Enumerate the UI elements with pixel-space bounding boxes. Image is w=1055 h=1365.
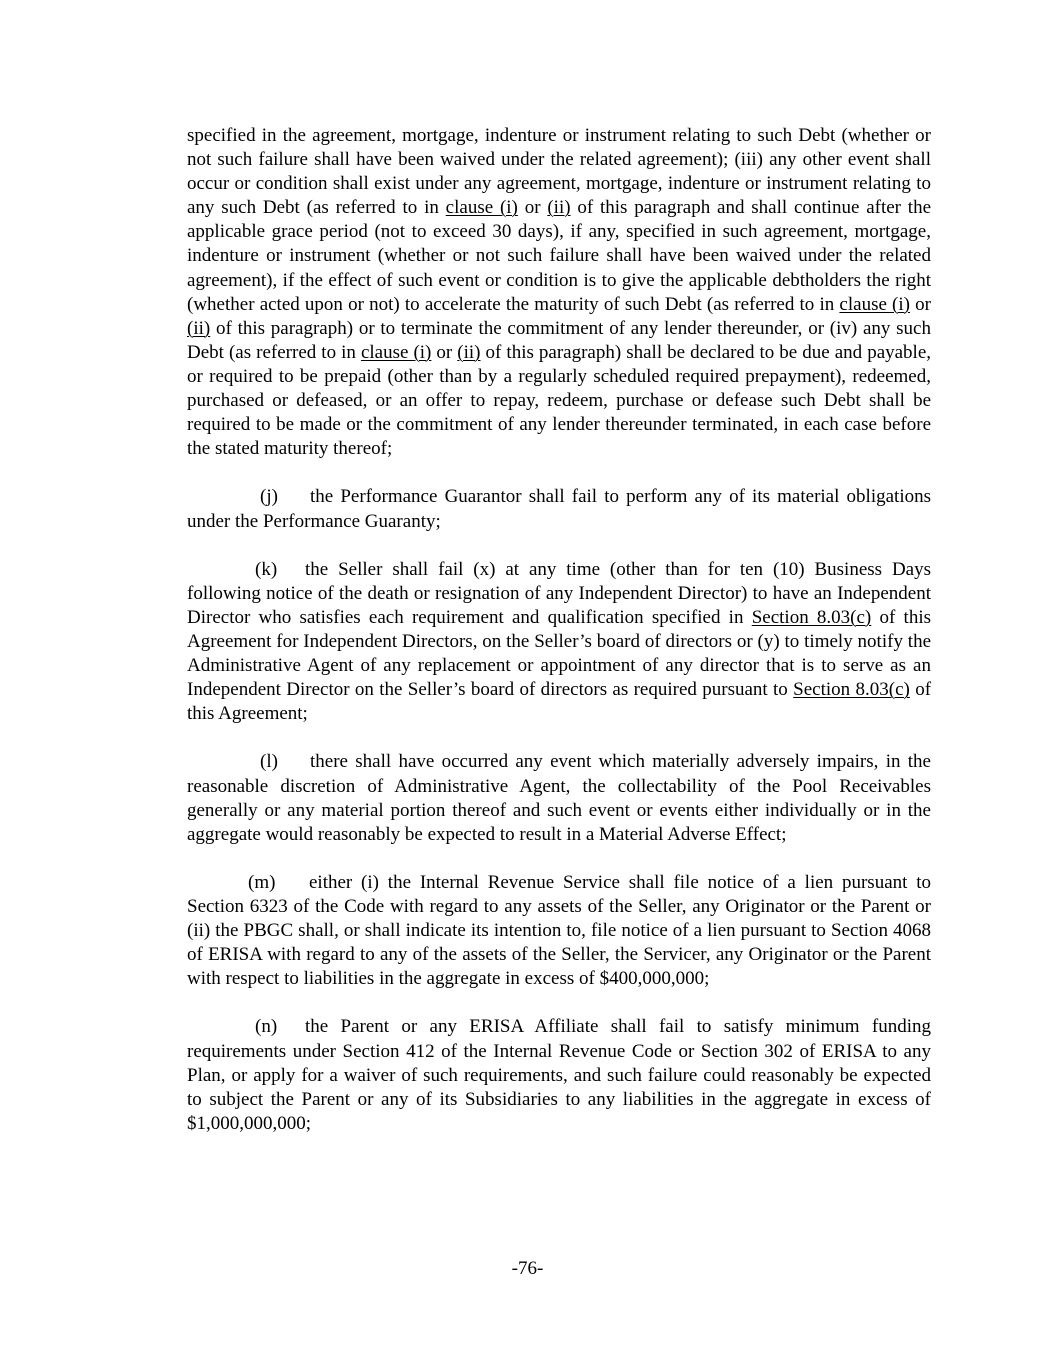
paragraph-text: either (i) the Internal Revenue Service shall file notice of a lien pursuant to Section 6323 of the Code with regard to any assets of the Seller, any Originator or the Parent or (ii) the PBGC shall, or shall indicate its intention to, file notice of a lien pursuant to Section 4068 of ERISA with regard to any of the assets of the Seller, the Servicer, any Originator or the Parent with respect to liabilities in the aggregate in excess of $400,000,000; bbox=[187, 871, 931, 990]
paragraph-l bbox=[187, 750, 931, 846]
paragraph-label: (k) bbox=[255, 558, 278, 580]
paragraph-text: the Performance Guarantor shall fail to perform any of its material obligations under the Performance Guaranty; bbox=[187, 486, 931, 532]
text-run: of this paragraph and shall continue after the applicable grace period (not to exceed 30 days), if any, specified in such agreement, mortgage, indenture or instrument (whether or not such failure shall have been waived under the related agreement), if the effect of such event or condition is to give the applicable debtholders the right (whether acted upon or not) to accelerate the maturity of such Debt (as referred to in bbox=[187, 197, 932, 315]
paragraph-k bbox=[187, 558, 931, 727]
paragraph-m bbox=[187, 871, 931, 991]
clause-reference: clause (i) bbox=[445, 197, 518, 219]
text-run: of this paragraph) shall be declared to be due and payable, or required to be prepaid (other than by a regularly scheduled required prepayment), redeemed, purchased or defeased, or an offer to repay, redeem, purchase or defease such Debt shall be required to be made or the commitment of any lender thereunder terminated, in each case before the stated maturity thereof; bbox=[187, 341, 932, 460]
text-run: or bbox=[517, 197, 548, 219]
clause-reference: (ii) bbox=[547, 197, 571, 219]
text-run: specified in the agreement, mortgage, indenture or instrument relating to such Debt (whether or not such failure shall have been waived under the related agreement); (iii) any other event shall occur or condition shall exist under any agreement, mortgage, indenture or instrument relating to any such Debt (as referred to in bbox=[187, 125, 931, 219]
clause-reference: clause (i) bbox=[360, 341, 432, 363]
paragraph-label: (j) bbox=[260, 486, 278, 508]
section-reference: Section 8.03(c) bbox=[751, 606, 872, 628]
text-run: of this paragraph) or to terminate the commitment of any lender thereunder, or (iv) any such Debt (as referred to in bbox=[187, 317, 931, 363]
paragraph-j bbox=[187, 485, 931, 533]
text-run: of this Agreement; bbox=[187, 679, 932, 725]
section-reference: Section 8.03(c) bbox=[793, 679, 910, 701]
paragraph-label: (m) bbox=[248, 871, 276, 893]
paragraph-text: there shall have occurred any event which materially adversely impairs, in the reasonable discretion of Administrative Agent, the collectability of the Pool Receivables generally or any material portion thereof and such event or events either individually or in the aggregate would reasonably be expected to result in a Material Adverse Effect; bbox=[187, 751, 931, 845]
paragraph-label: (l) bbox=[260, 751, 278, 773]
clause-reference: (ii) bbox=[457, 341, 481, 363]
text-run: or bbox=[910, 293, 931, 315]
paragraph-text: the Parent or any ERISA Affiliate shall fail to satisfy minimum funding requirements under Section 412 of the Internal Revenue Code or Section 302 of ERISA to any Plan, or apply for a waiver of such requirements, and such failure could reasonably be expected to subject the Parent or any of its Subsidiaries to any liabilities in the aggregate in excess of $1,000,000,000; bbox=[187, 1016, 931, 1134]
text-run: the Seller shall fail (x) at any time (other than for ten (10) Business Days following notice of the death or resignation of any Independent Director) to have an Independent Director who satisfies each requirement and qualification specified in bbox=[187, 558, 931, 628]
paragraph-n bbox=[187, 1015, 931, 1135]
text-run: of this Agreement for Independent Directors, on the Seller’s board of directors or (y) to timely notify the Administrative Agent of any replacement or appointment of any director that is to serve as an Independent Director on the Seller’s board of directors as required pursuant to bbox=[187, 606, 932, 701]
document-body bbox=[187, 124, 931, 1160]
text-run: or bbox=[431, 341, 458, 363]
paragraph-label: (n) bbox=[255, 1016, 278, 1038]
page-number: -76- bbox=[511, 1258, 544, 1279]
clause-reference: clause (i) bbox=[839, 293, 910, 315]
paragraph-i-continuation bbox=[187, 124, 931, 461]
clause-reference: (ii) bbox=[187, 317, 211, 339]
